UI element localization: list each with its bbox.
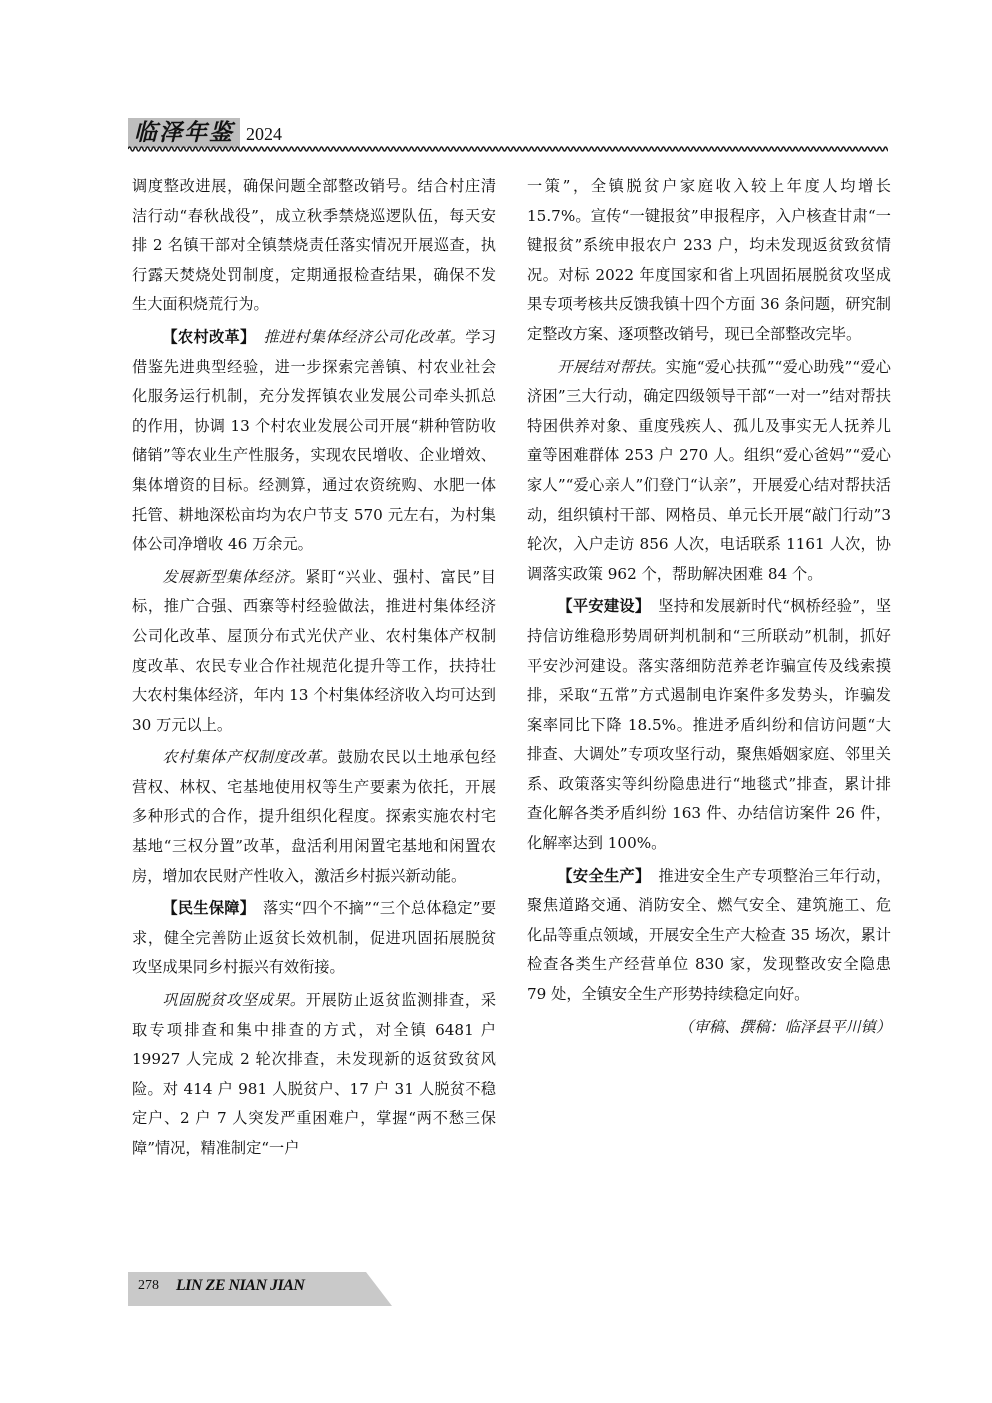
page-footer: [128, 1272, 398, 1306]
subsection-consolidate-poverty: [132, 986, 496, 1164]
subheading: 巩固脱贫攻坚成果。: [162, 991, 306, 1010]
subheading: 推进村集体经济公司化改革。: [263, 327, 466, 346]
section-heading: 【安全生产】: [557, 866, 643, 885]
byline: （审稿、撰稿：临泽县平川镇）: [678, 1017, 891, 1036]
paragraph-text: 鼓励农民以土地承包经营权、林权、宅基地使用权等生产要素为依托，开展多种形式的合作，提升组织化程度。探索实施农村宅基地“三权分置”改革，盘活利用闲置宅基地和闲置农房，增加农民财产性收入，激活乡村振兴新动能。: [132, 748, 497, 885]
section-livelihood: [132, 894, 496, 983]
left-column: [132, 172, 496, 1164]
section-rural-reform: [132, 323, 496, 560]
section-production-safety: [527, 862, 891, 1010]
section-heading: 【平安建设】: [557, 597, 643, 616]
paragraph: 一策”，全镇脱贫户家庭收入较上年度人均增长 15.7%。宣传“一键报贫”申报程序，入户核查甘肃“一键报贫”系统申报农户 233 户，均未发现返贫致贫情况。对标 2022 年度国家和省上巩固拓展脱贫攻坚成果专项考核共反馈我镇十四个方面 36 条问题，研究制定整改方案、逐项整改销号，现已全部整改完毕。: [527, 177, 891, 343]
subheading: 农村集体产权制度改革。: [162, 748, 338, 767]
paragraph-text: 开展防止返贫监测排查，采取专项排查和集中排查的方式，对全镇 6481 户 19927 人完成 2 轮次排查，未发现新的返贫致贫风险。对 414 户 981 人脱贫户、17 户 31 人脱贫不稳定户、2 户 7 人突发严重困难户，掌握“两不愁三保障”情况，精准制定“一户: [132, 991, 497, 1157]
subheading: 发展新型集体经济。: [162, 567, 306, 586]
paragraph-text: 学习借鉴先进典型经验，进一步探索完善镇、村农业社会化服务运行机制，充分发挥镇农业发展公司牵头抓总的作用，协调 13 个村农业发展公司开展“耕种管防收储销”等农业生产性服务，实现农民增收、企业增效、集体增资的目标。经测算，通过农资统购、水肥一体托管、耕地深松亩均为农户节支 570 元左右，为村集体公司净增收 46 万余元。: [132, 327, 497, 554]
subsection-new-collective-economy: [132, 563, 496, 741]
right-column: [527, 172, 891, 1042]
paragraph-text: 推进安全生产专项整治三年行动，聚焦道路交通、消防安全、燃气安全、建筑施工、危化品等重点领域，开展安全生产大检查 35 场次，累计检查各类生产经营单位 830 家，发现整改安全隐患 79 处，全镇安全生产形势持续稳定向好。: [527, 866, 892, 1004]
footer-journal-name: LIN ZE NIAN JIAN: [176, 1277, 305, 1294]
paragraph-text: 实施“爱心扶孤”“爱心助残”“爱心济困”三大行动，确定四级领导干部“一对一”结对帮扶特困供养对象、重度残疾人、孤儿及事实无人抚养儿童等困难群体 253 户 270 人。组织“爱心爸妈”“爱心家人”“爱心亲人”们登门“认亲”，开展爱心结对帮扶活动，组织镇村干部、网格员、单元长开展“敲门行动”3 轮次，入户走访 856 人次，电话联系 1161 人次，协调落实政策 962 个，帮助解决困难 84 个。: [527, 357, 891, 583]
yearbook-title: 临泽年鉴: [128, 118, 240, 148]
subheading: 开展结对帮扶。: [557, 357, 666, 376]
header-wave-rule: [128, 144, 888, 154]
subsection-property-rights-reform: [132, 743, 496, 891]
section-heading: 【民生保障】: [162, 899, 248, 918]
section-heading: 【农村改革】: [162, 327, 248, 346]
paragraph: 调度整改进展，确保问题全部整改销号。结合村庄清洁行动“春秋战役”，成立秋季禁烧巡逻队伍，每天安排 2 名镇干部对全镇禁烧责任落实情况开展巡查，执行露天焚烧处罚制度，定期通报检查结果，确保不发生大面积烧荒行为。: [132, 177, 496, 314]
yearbook-year: 2024: [246, 124, 282, 144]
paragraph-text: 紧盯“兴业、强村、富民”目标，推广合强、西寨等村经验做法，推进村集体经济公司化改革、屋顶分布式光伏产业、农村集体产权制度改革、农民专业合作社规范化提升等工作，扶持壮大农村集体经济，年内 13 个村集体经济收入均可达到 30 万元以上。: [132, 567, 496, 734]
section-safety-construction: [527, 592, 891, 858]
running-header: [128, 114, 888, 150]
page-number: 278: [138, 1278, 159, 1293]
paragraph-text: 落实“四个不摘”“三个总体稳定”要求，健全完善防止返贫长效机制，促进巩固拓展脱贫攻坚成果同乡村振兴有效衔接。: [132, 899, 497, 977]
paragraph-text: 坚持和发展新时代“枫桥经验”，坚持信访维稳形势周研判机制和“三所联动”机制，抓好平安沙河建设。落实落细防范养老诈骗宣传及线索摸排，采取“五常”方式遏制电诈案件多发势头，诈骗发案率同比下降 18.5%。推进矛盾纠纷和信访问题“大排查、大调处”专项攻坚行动，聚焦婚姻家庭、邻里关系、政策落实等纠纷隐患进行“地毯式”排查，累计排查化解各类矛盾纠纷 163 件、办结信访案件 26 件，化解率达到 100%。: [527, 597, 892, 853]
subsection-paired-assistance: [527, 353, 891, 590]
